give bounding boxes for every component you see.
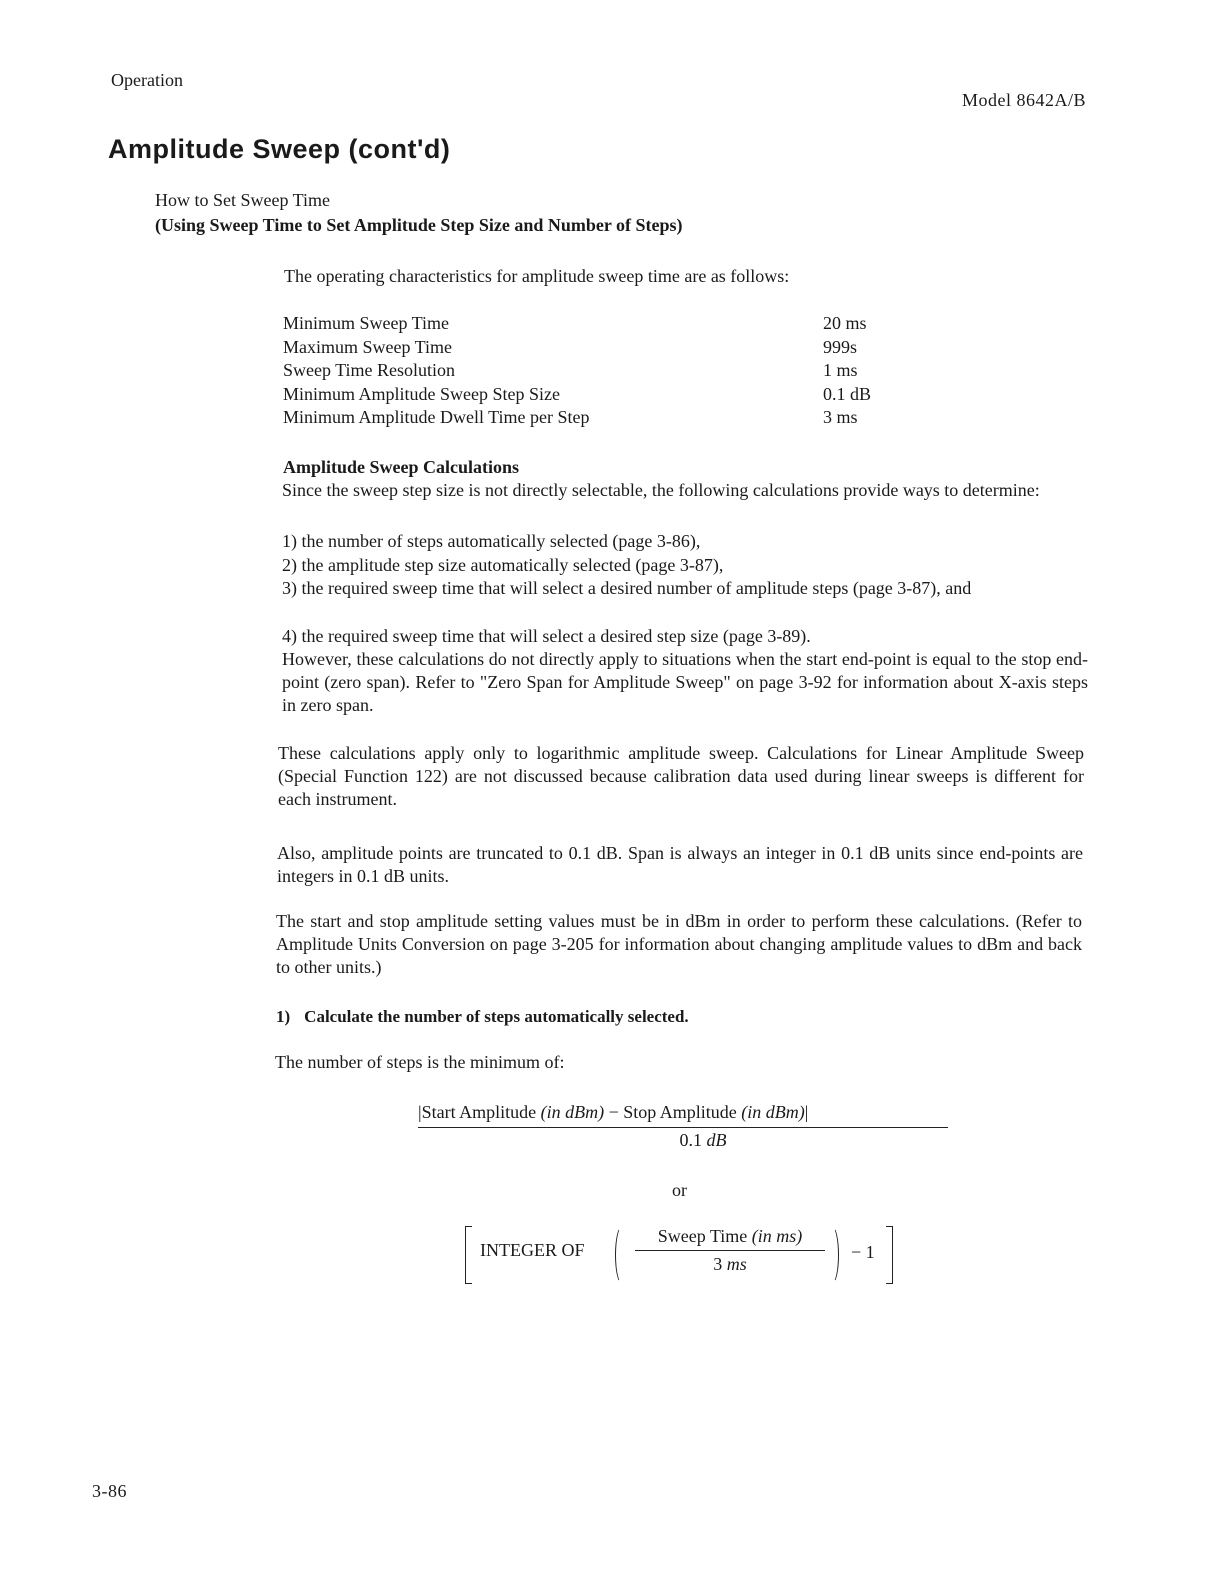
formula2-tail: − 1	[851, 1242, 875, 1262]
formula2-num: Sweep Time	[657, 1226, 748, 1246]
spec-value: 20 ms	[823, 313, 867, 333]
calculation-item: 1) the number of steps automatically selected (page 3-86),	[282, 531, 701, 551]
spec-label: Minimum Sweep Time	[283, 313, 450, 333]
sweep-time-formula	[465, 1226, 905, 1286]
logarithmic-paragraph: These calculations apply only to logarithmic amplitude sweep. Calculations for Linear Amplitude Sweep (Special Function 122) are not discussed because calibration data used during linear sweeps is different for each instrument.	[278, 743, 1084, 809]
calculation-item: 2) the amplitude step size automatically selected (page 3-87),	[282, 555, 724, 575]
zero-span-note: However, these calculations do not directly apply to situations when the start end-point is equal to the stop end-point (zero span). Refer to "Zero Span for Amplitude Sweep" on page 3-92 for information about X-axis steps in zero span.	[282, 649, 1088, 715]
spec-label: Maximum Sweep Time	[283, 336, 453, 357]
formula1-denominator	[418, 1128, 948, 1151]
spec-label: Minimum Amplitude Dwell Time per Step	[283, 407, 590, 427]
step1-title: Calculate the number of steps automatically selected.	[304, 1007, 689, 1026]
abs-bar-close: |	[804, 1102, 809, 1122]
subheading-line2: (Using Sweep Time to Set Amplitude Step Size and Number of Steps)	[155, 215, 683, 235]
formula1-stop: Stop Amplitude	[623, 1102, 737, 1122]
spec-value: 3 ms	[823, 407, 858, 427]
page-title: Amplitude Sweep (cont'd)	[108, 134, 451, 164]
minimum-of-text: The number of steps is the minimum of:	[275, 1052, 565, 1072]
left-bracket	[465, 1226, 472, 1284]
right-paren	[825, 1226, 839, 1284]
calculations-intro: Since the sweep step size is not directly selectable, the following calculations provide ways to determine:	[282, 480, 1040, 500]
dbm-paragraph: The start and stop amplitude setting values must be in dBm in order to perform these calculations. (Refer to Amplitude Units Conversion on page 3-205 for information about changing amplitude values to dBm and back to other units.)	[276, 911, 1082, 977]
spec-table	[283, 312, 903, 430]
step1-heading	[276, 1007, 689, 1027]
calculation-item: 4) the required sweep time that will select a desired step size (page 3-89).	[282, 626, 811, 646]
formula2-num-unit: (in ms)	[751, 1226, 803, 1246]
formula2-den-unit: ms	[726, 1254, 747, 1274]
spec-row	[283, 336, 903, 360]
formula1-numerator	[418, 1102, 948, 1128]
spec-value: 999s	[823, 336, 858, 357]
spec-label: Minimum Amplitude Sweep Step Size	[283, 383, 560, 404]
calculation-item: 3) the required sweep time that will select a desired number of amplitude steps (page 3-87), and	[282, 578, 972, 598]
amplitude-span-formula	[418, 1102, 948, 1151]
calculations-heading: Amplitude Sweep Calculations	[283, 457, 520, 477]
formula1-minus: −	[608, 1102, 619, 1122]
subheading-line1: How to Set Sweep Time	[155, 190, 331, 210]
truncation-paragraph: Also, amplitude points are truncated to 0.1 dB. Span is always an integer in 0.1 dB units since end-points are integers in 0.1 dB units.	[277, 843, 1083, 886]
spec-row	[283, 406, 903, 430]
formula2-numerator	[635, 1226, 825, 1251]
left-paren	[615, 1226, 629, 1284]
or-text: or	[672, 1180, 687, 1200]
formula1-den-value: 0.1	[679, 1130, 702, 1150]
formula2-integer-of: INTEGER OF	[480, 1240, 585, 1260]
spec-label: Sweep Time Resolution	[283, 360, 456, 380]
formula2-fraction	[635, 1226, 825, 1275]
formula1-unit2: (in dBm)	[741, 1102, 805, 1122]
abs-bar-open: |	[418, 1102, 422, 1122]
spec-value: 1 ms	[823, 360, 858, 380]
right-bracket	[886, 1226, 893, 1284]
step1-number: 1)	[276, 1007, 291, 1026]
formula1-unit1: (in dBm)	[540, 1102, 605, 1122]
formula1-start: Start Amplitude	[421, 1102, 537, 1122]
formula1-den-unit: dB	[706, 1130, 727, 1150]
spec-value: 0.1 dB	[823, 383, 872, 404]
spec-row	[283, 312, 903, 336]
header-section: Operation	[111, 70, 183, 90]
spec-row	[283, 359, 903, 383]
formula2-den-value: 3	[713, 1254, 723, 1274]
spec-row	[283, 383, 903, 407]
page-number: 3-86	[92, 1481, 127, 1501]
intro-text: The operating characteristics for amplitude sweep time are as follows:	[284, 266, 790, 286]
header-model: Model 8642A/B	[962, 90, 1087, 110]
formula2-denominator	[635, 1251, 825, 1275]
